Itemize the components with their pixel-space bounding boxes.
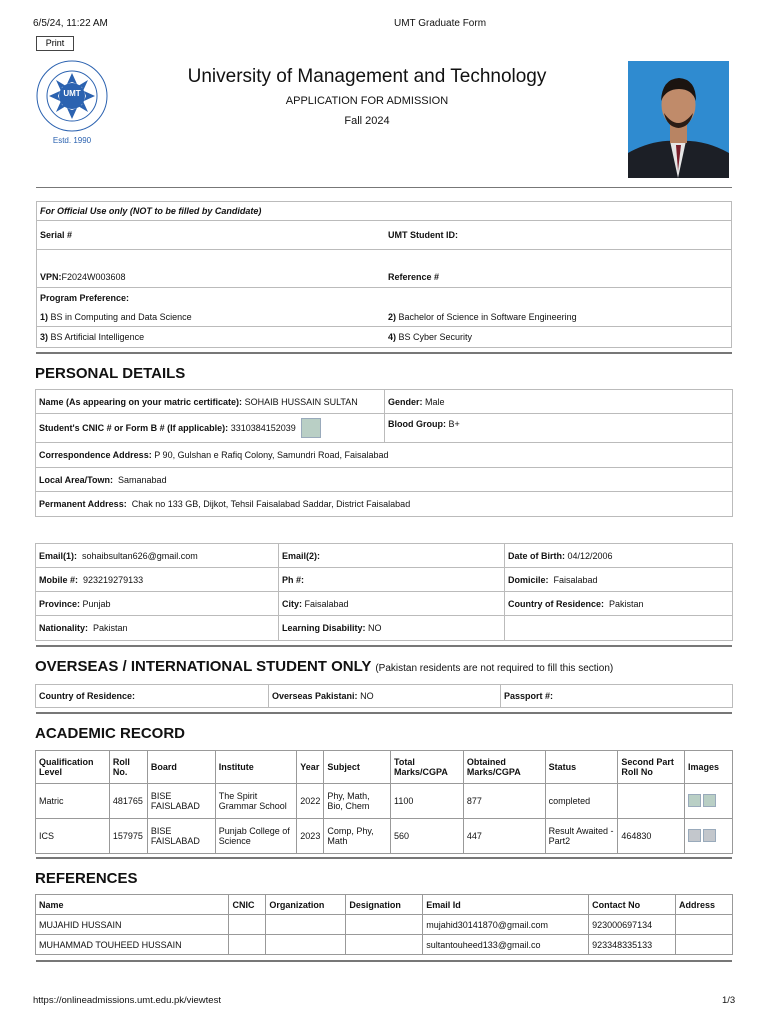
vpn-label: VPN: bbox=[40, 272, 62, 282]
overseas-heading-text: OVERSEAS / INTERNATIONAL STUDENT ONLY bbox=[35, 658, 372, 675]
gender-value: Male bbox=[425, 396, 445, 407]
col-total-marks: Total Marks/CGPA bbox=[391, 751, 464, 784]
table-cell: 464830 bbox=[618, 819, 685, 854]
print-page-title: UMT Graduate Form bbox=[393, 18, 487, 29]
section-divider bbox=[36, 712, 732, 714]
nationality-label: Nationality: bbox=[39, 623, 89, 633]
dob-label: Date of Birth: bbox=[508, 550, 565, 561]
city-value: Faisalabad bbox=[304, 598, 349, 609]
program-3-num: 3) bbox=[40, 332, 49, 342]
table-cell bbox=[229, 915, 266, 935]
local-area-value: Samanabad bbox=[118, 474, 167, 485]
program-4-num: 4) bbox=[388, 332, 397, 342]
col-ref-organization: Organization bbox=[266, 895, 346, 915]
table-row bbox=[36, 935, 733, 955]
correspondence-address-value: P 90, Gulshan e Rafiq Colony, Samundri Road, Faisalabad bbox=[154, 450, 389, 460]
section-divider bbox=[36, 352, 732, 354]
table-cell: BISE FAISLABAD bbox=[147, 784, 215, 819]
print-page-number: 1/3 bbox=[722, 995, 736, 1006]
table-cell bbox=[676, 915, 733, 935]
col-roll-no: Roll No. bbox=[109, 751, 147, 784]
col-board: Board bbox=[147, 751, 215, 784]
program-1-name: BS in Computing and Data Science bbox=[50, 311, 192, 322]
student-id-label: UMT Student ID: bbox=[388, 230, 458, 240]
table-cell: 560 bbox=[391, 819, 464, 854]
table-cell: 2023 bbox=[297, 819, 324, 854]
table-cell bbox=[676, 935, 733, 955]
references-table bbox=[35, 894, 733, 955]
umt-estd: Estd. 1990 bbox=[52, 136, 92, 145]
overseas-heading bbox=[35, 658, 613, 675]
overseas-box bbox=[35, 684, 733, 708]
program-2-num: 2) bbox=[388, 311, 397, 322]
mobile-value: 923219279133 bbox=[83, 574, 144, 585]
table-cell: BISE FAISLABAD bbox=[147, 819, 215, 854]
col-ref-email: Email Id bbox=[423, 895, 589, 915]
overseas-pakistani-value: NO bbox=[360, 691, 374, 701]
table-cell: 877 bbox=[463, 784, 545, 819]
name-value: SOHAIB HUSSAIN SULTAN bbox=[244, 396, 358, 407]
table-cell: 923000697134 bbox=[589, 915, 676, 935]
col-year: Year bbox=[297, 751, 324, 784]
personal-details-heading: PERSONAL DETAILS bbox=[35, 365, 186, 382]
nationality-value: Pakistan bbox=[93, 623, 128, 633]
name-label: Name (As appearing on your matric certificate): bbox=[39, 396, 243, 407]
domicile-label: Domicile: bbox=[508, 574, 549, 585]
academic-record-heading: ACADEMIC RECORD bbox=[35, 725, 185, 742]
table-cell bbox=[346, 935, 423, 955]
blood-group-label: Blood Group: bbox=[388, 419, 446, 429]
col-subject: Subject bbox=[324, 751, 391, 784]
col-obtained-marks: Obtained Marks/CGPA bbox=[463, 751, 545, 784]
official-use-heading: For Official Use only (NOT to be filled by Candidate) bbox=[40, 206, 262, 216]
table-cell bbox=[618, 784, 685, 819]
document-thumbnail[interactable] bbox=[688, 794, 701, 807]
cnic-value: 3310384152039 bbox=[230, 423, 296, 433]
academic-header-row bbox=[36, 751, 733, 784]
table-cell bbox=[346, 915, 423, 935]
col-ref-name: Name bbox=[36, 895, 229, 915]
col-second-part-roll: Second Part Roll No bbox=[618, 751, 685, 784]
print-button[interactable]: Print bbox=[36, 36, 74, 51]
overseas-note: (Pakistan residents are not required to fill this section) bbox=[375, 663, 614, 674]
col-qualification: Qualification Level bbox=[36, 751, 110, 784]
email1-label: Email(1): bbox=[39, 550, 78, 561]
table-cell: Matric bbox=[36, 784, 110, 819]
document-thumbnail[interactable] bbox=[688, 829, 701, 842]
contact-details-box bbox=[35, 543, 733, 641]
province-label: Province: bbox=[39, 598, 81, 609]
academic-record-table bbox=[35, 750, 733, 854]
program-1-num: 1) bbox=[40, 311, 49, 322]
print-datetime: 6/5/24, 11:22 AM bbox=[33, 18, 108, 29]
reference-label: Reference # bbox=[388, 272, 440, 282]
col-institute: Institute bbox=[215, 751, 297, 784]
form-title: APPLICATION FOR ADMISSION bbox=[285, 95, 449, 107]
applicant-portrait-icon bbox=[628, 61, 729, 178]
program-3-name: BS Artificial Intelligence bbox=[50, 332, 145, 342]
session-label: Fall 2024 bbox=[344, 115, 390, 127]
program-4-name: BS Cyber Security bbox=[398, 332, 473, 342]
table-cell: mujahid30141870@gmail.com bbox=[423, 915, 589, 935]
table-cell: 1100 bbox=[391, 784, 464, 819]
table-row bbox=[36, 915, 733, 935]
domicile-value: Faisalabad bbox=[553, 574, 598, 585]
table-cell: Phy, Math, Bio, Chem bbox=[324, 784, 391, 819]
passport-label: Passport #: bbox=[504, 691, 554, 701]
university-title: University of Management and Technology bbox=[187, 66, 547, 87]
table-cell: sultantouheed133@gmail.co bbox=[423, 935, 589, 955]
phone-label: Ph #: bbox=[282, 574, 305, 585]
table-cell: Result Awaited - Part2 bbox=[545, 819, 618, 854]
header-divider bbox=[36, 187, 732, 188]
serial-label: Serial # bbox=[40, 230, 73, 240]
country-residence-value: Pakistan bbox=[609, 598, 644, 609]
blood-group-value: B+ bbox=[448, 419, 460, 429]
table-cell: completed bbox=[545, 784, 618, 819]
gender-label: Gender: bbox=[388, 396, 423, 407]
table-cell: MUJAHID HUSSAIN bbox=[36, 915, 229, 935]
col-ref-address: Address bbox=[676, 895, 733, 915]
table-cell bbox=[229, 935, 266, 955]
permanent-address-value: Chak no 133 GB, Dijkot, Tehsil Faisalabad Saddar, District Faisalabad bbox=[131, 499, 411, 509]
table-cell bbox=[266, 915, 346, 935]
col-ref-cnic: CNIC bbox=[229, 895, 266, 915]
email1-value: sohaibsultan626@gmail.com bbox=[82, 550, 198, 561]
table-cell: Punjab College of Science bbox=[215, 819, 297, 854]
table-cell: Comp, Phy, Math bbox=[324, 819, 391, 854]
table-cell: 481765 bbox=[109, 784, 147, 819]
applicant-photo bbox=[628, 61, 729, 178]
overseas-pakistani-label: Overseas Pakistani: bbox=[272, 691, 358, 701]
table-cell bbox=[266, 935, 346, 955]
document-thumbnail[interactable] bbox=[703, 829, 716, 842]
print-url: https://onlineadmissions.umt.edu.pk/viewtest bbox=[33, 995, 221, 1006]
personal-details-box bbox=[35, 389, 733, 517]
table-row bbox=[36, 819, 733, 854]
section-divider bbox=[36, 857, 732, 859]
program-pref-label: Program Preference: bbox=[40, 292, 130, 303]
images-cell bbox=[685, 819, 733, 854]
overseas-country-label: Country of Residence: bbox=[39, 691, 136, 701]
references-header-row bbox=[36, 895, 733, 915]
cnic-label: Student's CNIC # or Form B # (If applicable): bbox=[39, 423, 229, 433]
province-value: Punjab bbox=[82, 598, 111, 609]
dob-value: 04/12/2006 bbox=[567, 550, 613, 561]
mobile-label: Mobile #: bbox=[39, 574, 79, 585]
country-residence-label: Country of Residence: bbox=[508, 598, 605, 609]
correspondence-address-label: Correspondence Address: bbox=[39, 450, 152, 460]
permanent-address-label: Permanent Address: bbox=[39, 499, 127, 509]
references-heading: REFERENCES bbox=[35, 870, 138, 887]
table-cell: MUHAMMAD TOUHEED HUSSAIN bbox=[36, 935, 229, 955]
table-cell: 157975 bbox=[109, 819, 147, 854]
vpn-value: F2024W003608 bbox=[61, 272, 126, 282]
umt-logo-text: UMT bbox=[63, 89, 81, 98]
email2-label: Email(2): bbox=[282, 550, 321, 561]
program-2-name: Bachelor of Science in Software Engineering bbox=[398, 311, 577, 322]
table-cell: The Spirit Grammar School bbox=[215, 784, 297, 819]
table-cell: 923348335133 bbox=[589, 935, 676, 955]
images-cell bbox=[685, 784, 733, 819]
city-label: City: bbox=[282, 598, 302, 609]
local-area-label: Local Area/Town: bbox=[39, 474, 114, 485]
disability-value: NO bbox=[368, 623, 382, 633]
table-cell: 447 bbox=[463, 819, 545, 854]
col-images: Images bbox=[685, 751, 733, 784]
table-cell: 2022 bbox=[297, 784, 324, 819]
cnic-image-thumbnail[interactable] bbox=[301, 418, 321, 438]
col-ref-designation: Designation bbox=[346, 895, 423, 915]
document-thumbnail[interactable] bbox=[703, 794, 716, 807]
section-divider bbox=[36, 645, 732, 647]
section-divider bbox=[36, 960, 732, 962]
table-row bbox=[36, 784, 733, 819]
official-use-box bbox=[36, 201, 732, 348]
col-ref-contact: Contact No bbox=[589, 895, 676, 915]
table-cell: ICS bbox=[36, 819, 110, 854]
disability-label: Learning Disability: bbox=[282, 623, 366, 633]
col-status: Status bbox=[545, 751, 618, 784]
